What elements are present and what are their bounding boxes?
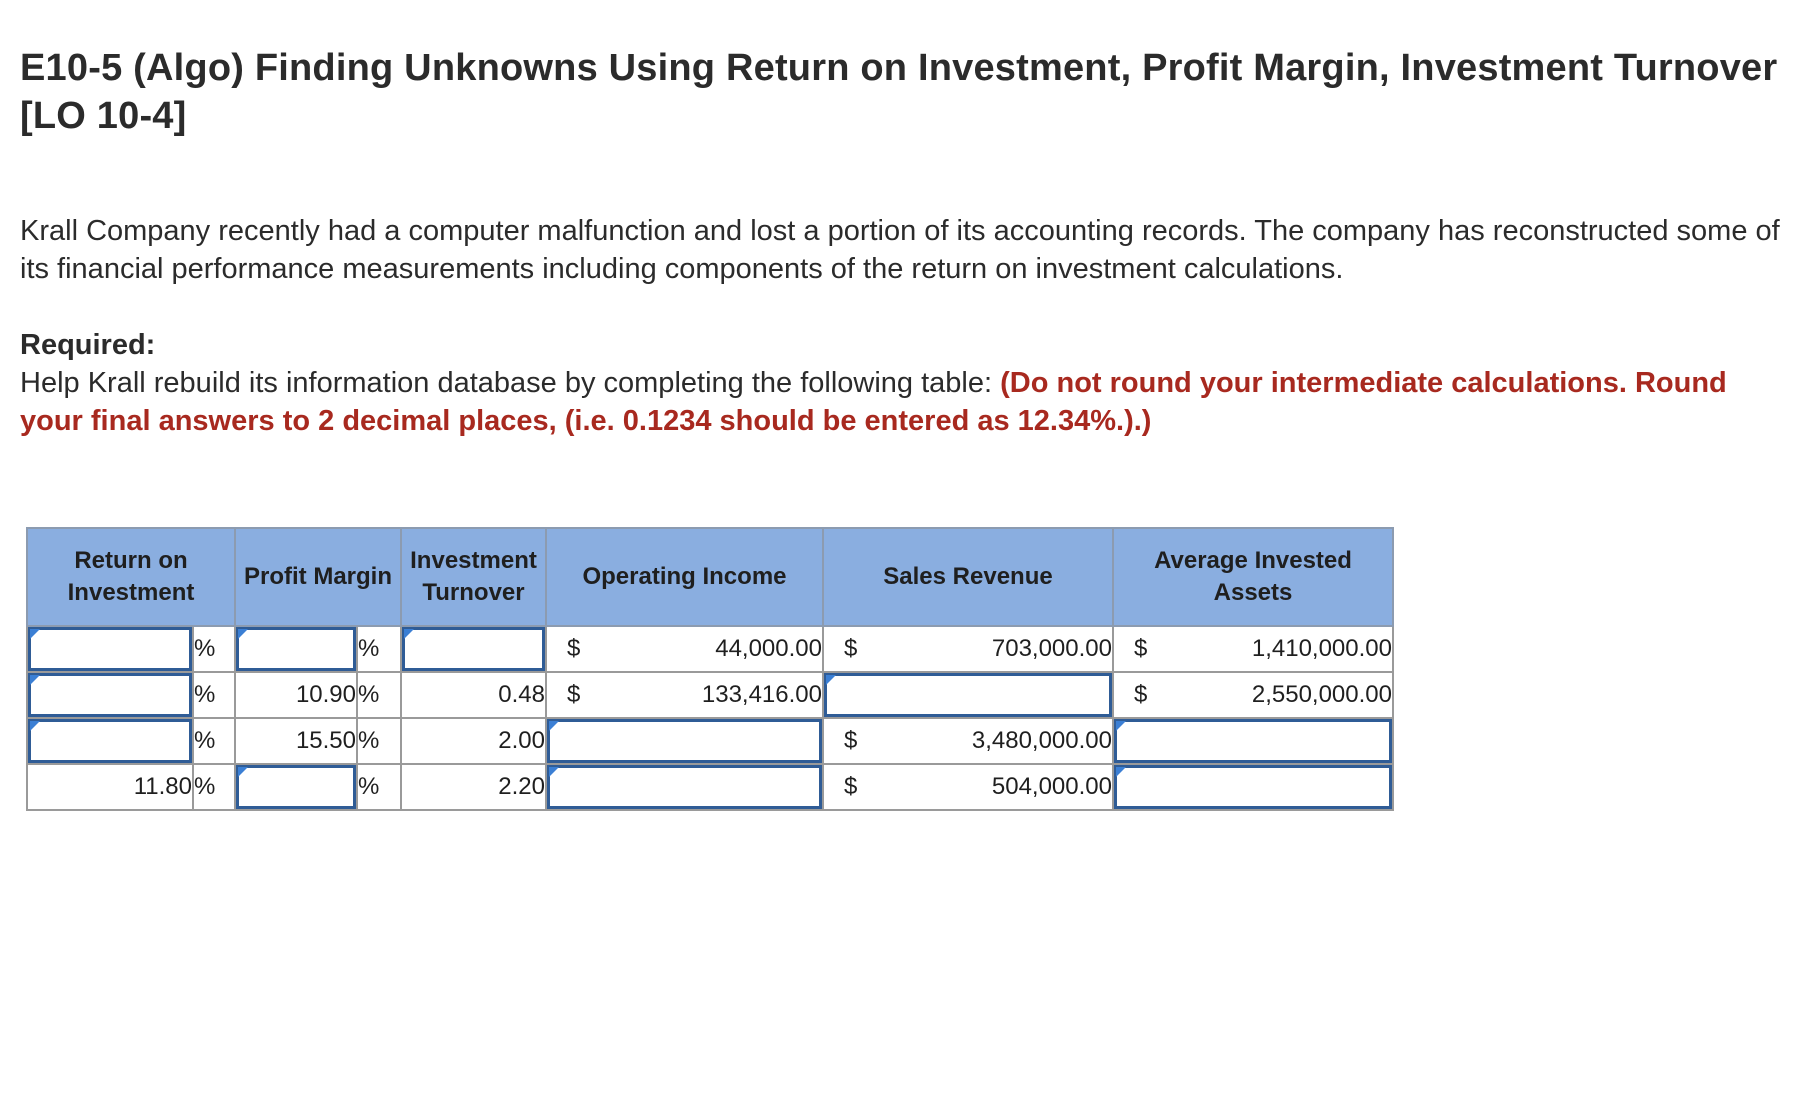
- table-row: [27, 626, 1393, 672]
- profit-margin-value: 10.90: [235, 672, 357, 718]
- rounding-note: (Do not round your intermediate calculations. Round your final answers to 2 decimal places, (i.e. 0.1234 should be entered as 12.34%.).): [20, 367, 1727, 437]
- dollar-symbol: $: [844, 727, 858, 754]
- roi-value: 11.80: [27, 764, 193, 810]
- header-average-invested-assets: Average Invested Assets: [1113, 528, 1393, 626]
- roi-input[interactable]: [28, 673, 192, 717]
- sales-revenue-cell: [823, 672, 1113, 718]
- header-operating-income: Operating Income: [546, 528, 823, 626]
- header-return-on-investment: Return on Investment: [27, 528, 235, 626]
- header-sales-revenue: Sales Revenue: [823, 528, 1113, 626]
- dollar-symbol: $: [567, 635, 581, 662]
- percent-symbol: %: [193, 672, 235, 718]
- dollar-symbol: $: [844, 773, 858, 800]
- problem-intro: Krall Company recently had a computer malfunction and lost a portion of its accounting records. The company has reconstructed some of its financial performance measurements including components of the return on investment calculations.: [20, 215, 1780, 285]
- percent-symbol: %: [357, 764, 401, 810]
- percent-symbol: %: [357, 718, 401, 764]
- profit-margin-input[interactable]: [236, 627, 356, 671]
- problem-page: [20, 44, 1790, 440]
- operating-income-cell: [546, 718, 823, 764]
- table-row: [27, 718, 1393, 764]
- sales-revenue-value: 703,000.00: [991, 635, 1112, 662]
- operating-income-value: 44,000.00: [715, 635, 822, 662]
- average-invested-assets-input[interactable]: [1114, 719, 1392, 763]
- operating-income-input[interactable]: [547, 719, 822, 763]
- header-profit-margin: Profit Margin: [235, 528, 401, 626]
- average-invested-assets-input[interactable]: [1114, 765, 1392, 809]
- investment-turnover-value: 2.20: [401, 764, 546, 810]
- operating-income-input[interactable]: [547, 765, 822, 809]
- sales-revenue-value: 3,480,000.00: [971, 727, 1112, 754]
- operating-income-value: 133,416.00: [701, 681, 822, 708]
- sales-revenue-input[interactable]: [824, 673, 1112, 717]
- profit-margin-input[interactable]: [236, 765, 356, 809]
- roi-input[interactable]: [28, 627, 192, 671]
- required-text: Help Krall rebuild its information database by completing the following table:: [20, 367, 1001, 399]
- average-invested-assets-cell: [1113, 718, 1393, 764]
- roi-table: [26, 527, 1394, 811]
- dollar-symbol: $: [567, 681, 581, 708]
- roi-cell: [27, 718, 193, 764]
- dollar-symbol: $: [1134, 635, 1148, 662]
- percent-symbol: %: [357, 672, 401, 718]
- operating-income-cell: [546, 672, 823, 718]
- operating-income-cell: [546, 764, 823, 810]
- roi-cell: [27, 672, 193, 718]
- average-invested-assets-cell: [1113, 764, 1393, 810]
- average-invested-assets-cell: [1113, 672, 1393, 718]
- table-row: [27, 764, 1393, 810]
- profit-margin-cell: [235, 764, 357, 810]
- sales-revenue-cell: [823, 764, 1113, 810]
- dollar-symbol: $: [1134, 681, 1148, 708]
- dollar-symbol: $: [844, 635, 858, 662]
- investment-turnover-value: 0.48: [401, 672, 546, 718]
- required-instructions: [20, 364, 1790, 440]
- sales-revenue-value: 504,000.00: [991, 773, 1112, 800]
- sales-revenue-cell: [823, 626, 1113, 672]
- investment-turnover-value: 2.00: [401, 718, 546, 764]
- percent-symbol: %: [193, 764, 235, 810]
- profit-margin-cell: [235, 626, 357, 672]
- percent-symbol: %: [193, 718, 235, 764]
- average-invested-assets-cell: [1113, 626, 1393, 672]
- operating-income-cell: [546, 626, 823, 672]
- percent-symbol: %: [193, 626, 235, 672]
- problem-title: E10-5 (Algo) Finding Unknowns Using Return on Investment, Profit Margin, Investment Turnover [LO 10-4]: [20, 47, 1778, 137]
- investment-turnover-input[interactable]: [402, 627, 545, 671]
- investment-turnover-cell: [401, 626, 546, 672]
- header-investment-turnover: Investment Turnover: [401, 528, 546, 626]
- required-heading: Required:: [20, 329, 156, 361]
- table-header-row: [27, 528, 1393, 626]
- average-invested-assets-value: 1,410,000.00: [1251, 635, 1392, 662]
- table-row: [27, 672, 1393, 718]
- percent-symbol: %: [357, 626, 401, 672]
- profit-margin-value: 15.50: [235, 718, 357, 764]
- roi-input[interactable]: [28, 719, 192, 763]
- roi-cell: [27, 626, 193, 672]
- average-invested-assets-value: 2,550,000.00: [1251, 681, 1392, 708]
- sales-revenue-cell: [823, 718, 1113, 764]
